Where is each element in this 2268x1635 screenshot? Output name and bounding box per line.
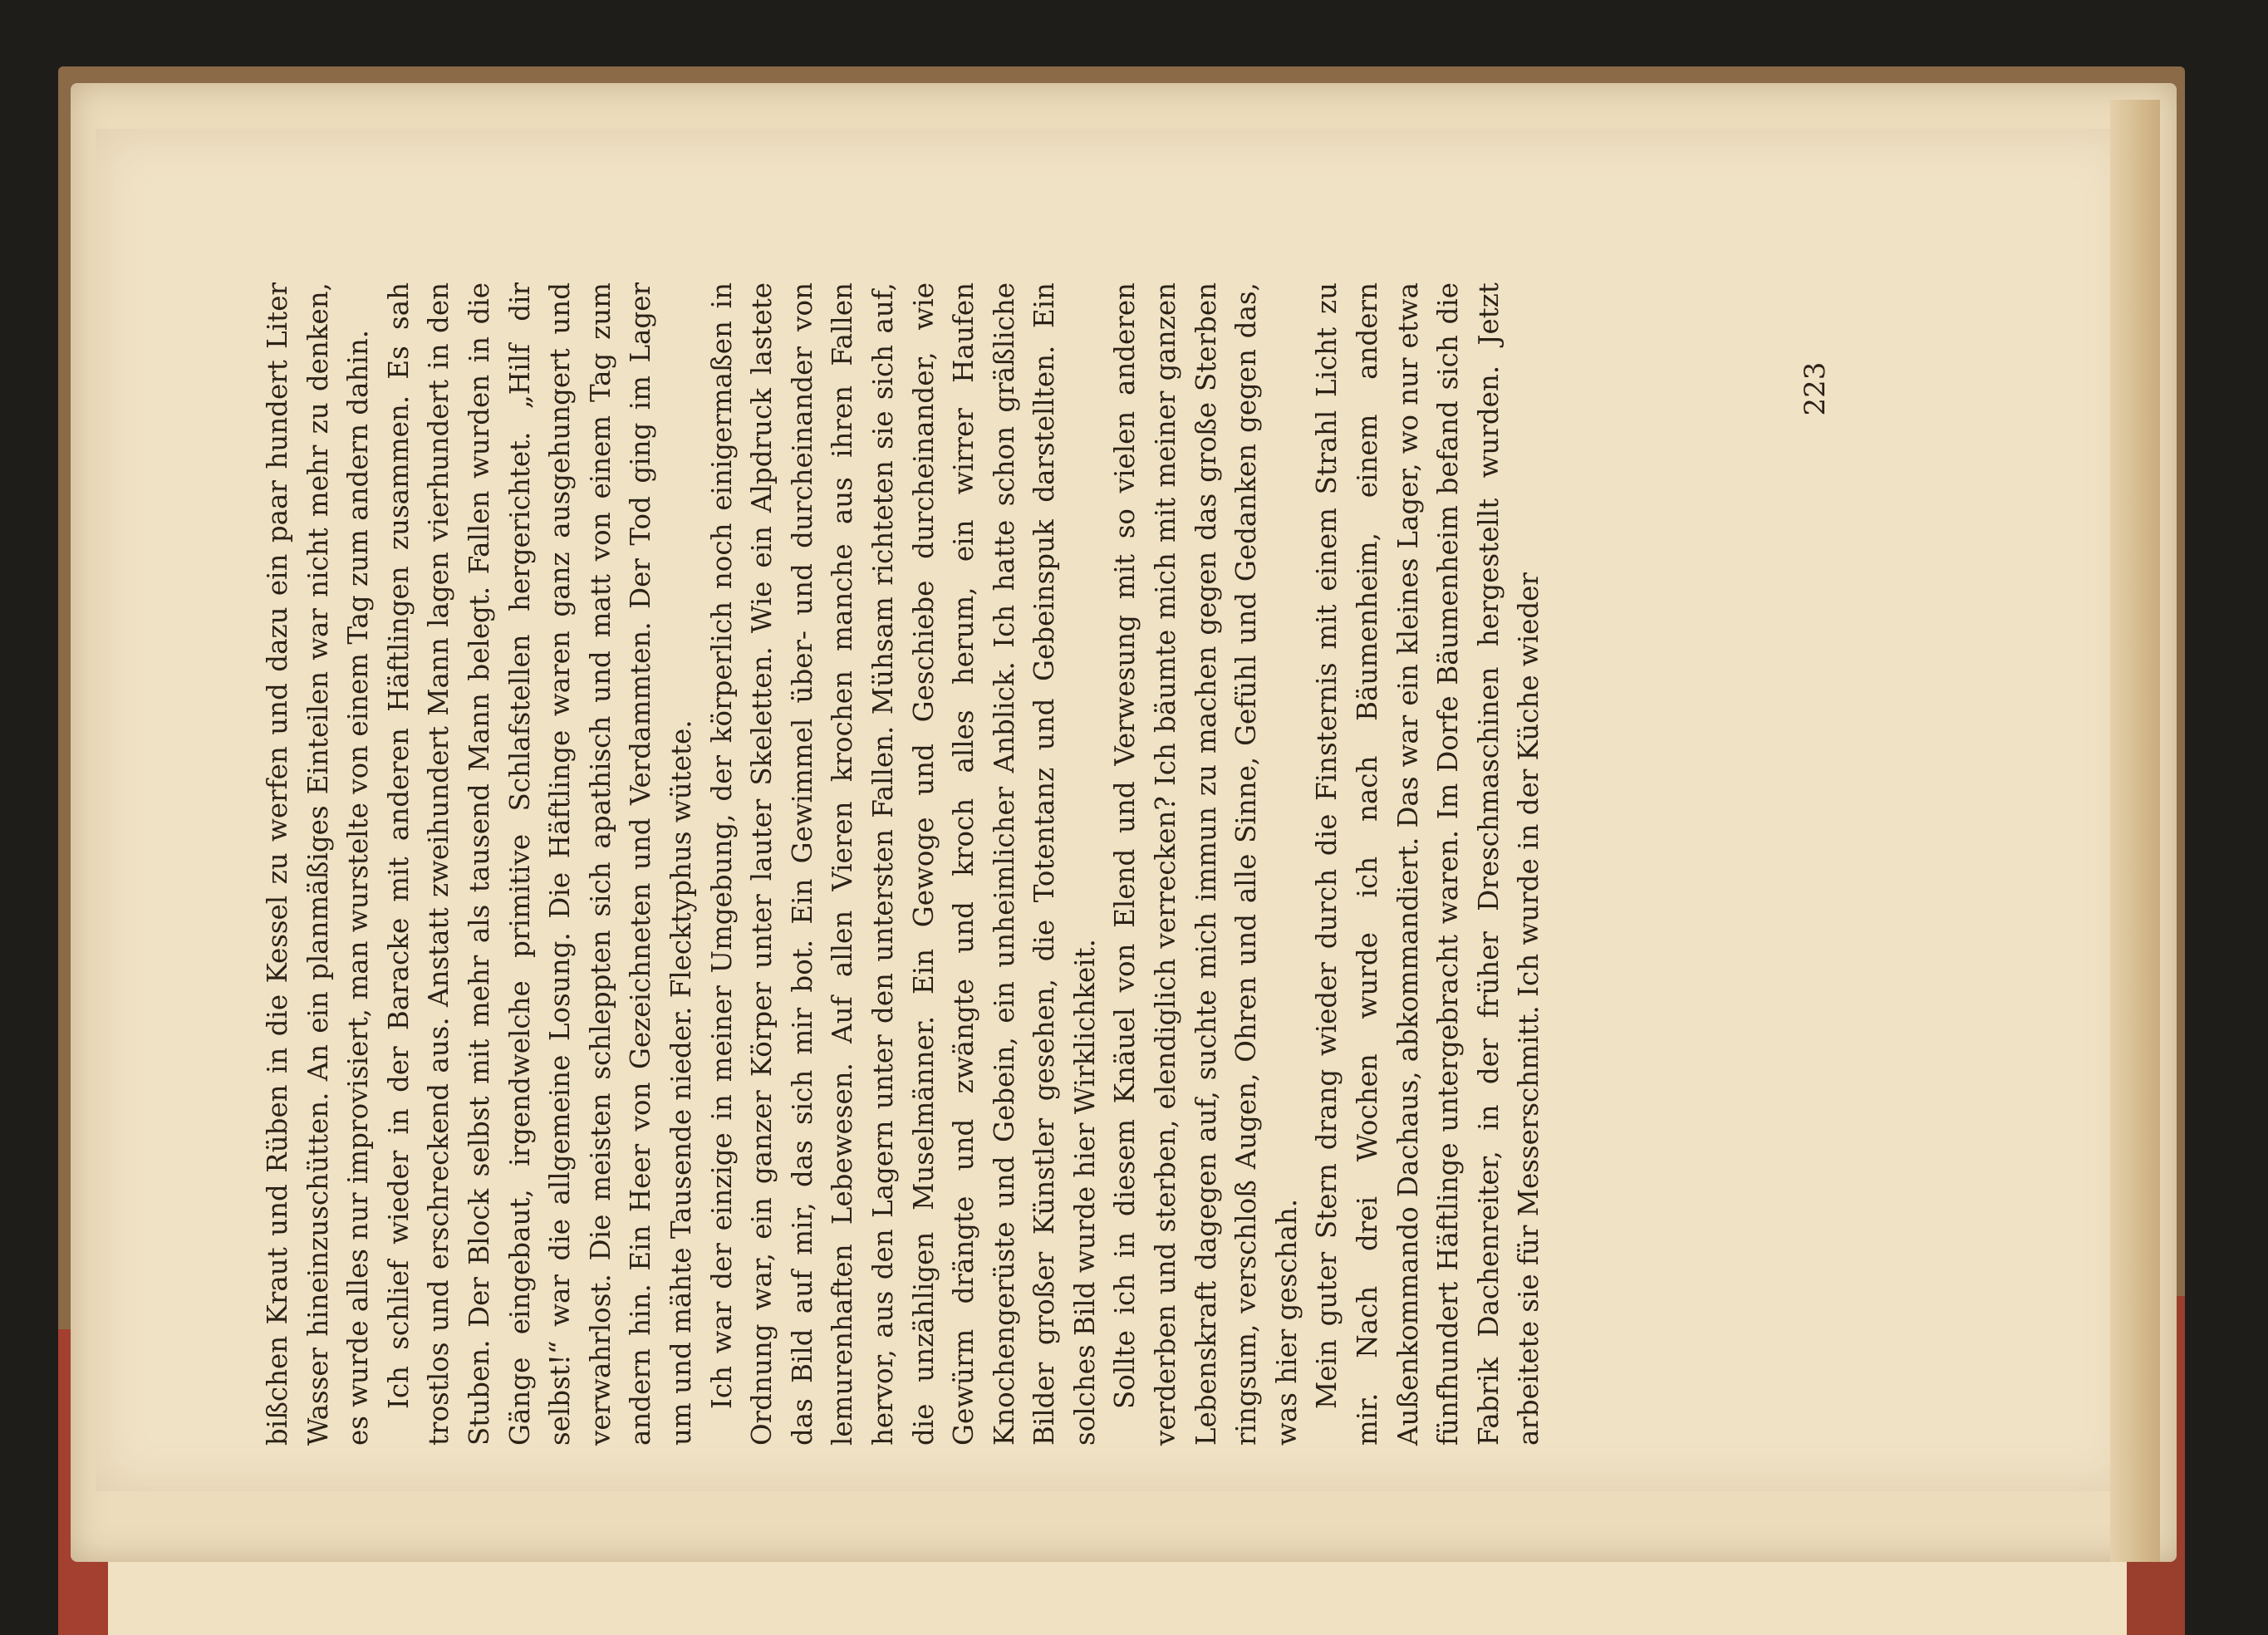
body-text bbox=[258, 282, 1836, 1446]
paragraph-5: Mein guter Stern drang wieder durch die Finsternis mit einem Strahl Licht zu mir. Nach drei Wochen wurde ich nach Bäumenheim, einem andern Außenkommando Dachaus, abkommandiert. Das war ein kleines Lager, wo nur etwa fünfhundert Häftlinge untergebracht waren. Im Dorfe Bäumenheim befand sich die Fabrik Dachenreiter, in der früher Dreschmaschinen hergestellt wurden. Jetzt arbeitete sie für Messerschmitt. Ich wurde in der Küche wieder bbox=[1311, 282, 1545, 1446]
paragraph-3: Ich war der einzige in meiner Umgebung, der körperlich noch einigermaßen in Ordnung war, ein ganzer Körper unter lauter Skeletten. Wie ein Alpdruck lastete das Bild auf mir, das sich mir bot. Ein Gewimmel über- und durcheinander von lemurenhaften Lebewesen. Auf allen Vieren krochen manche aus ihren Fallen hervor, aus den Lagern unter den untersten Fallen. Mühsam richteten sie sich auf, die unzähligen Muselmänner. Ein Gewoge und Geschiebe durcheinander, wie Gewürm drängte und zwängte und kroch alles herum, ein wirrer Haufen Knochengerüste und Gebein, ein unheimlicher Anblick. Ich hatte schon gräßliche Bilder großer Künstler gesehen, die Totentanz und Gebeinspuk darstellten. Ein solches Bild wurde hier Wirklichkeit. bbox=[705, 282, 1101, 1446]
paragraph-4: Sollte ich in diesem Knäuel von Elend und Verwesung mit so vielen anderen verderben und sterben, elendiglich verrecken? Ich bäumte mich mit meiner ganzen Lebenskraft dagegen auf, suchte mich immun zu machen gegen das große Sterben ringsum, verschloß Augen, Ohren und alle Sinne, Gefühl und Gedanken gegen das, was hier geschah. bbox=[1109, 282, 1303, 1446]
page-stack-edge bbox=[2110, 100, 2160, 1562]
facing-page-edge bbox=[108, 1562, 2127, 1635]
page-number: 223 bbox=[1799, 361, 1832, 416]
paragraph-1: bißchen Kraut und Rüben in die Kessel zu werfen und dazu ein paar hundert Liter Wasser hineinzuschütten. An ein planmäßiges Einteilen war nicht mehr zu denken, es wurde alles nur improvisiert, man wurstelte von einem Tag zum andern dahin. bbox=[262, 282, 375, 1446]
paragraph-2: Ich schlief wieder in der Baracke mit anderen Häftlingen zusammen. Es sah trostlos und erschreckend aus. Anstatt zweihundert Mann lagen vierhundert in den Stuben. Der Block selbst mit mehr als tausend Mann belegt. Fallen wurden in die Gänge eingebaut, irgendwelche primitive Schlafstellen hergerichtet. „Hilf dir selbst!“ war die allgemeine Losung. Die Häftlinge waren ganz ausgehungert und verwahrlost. Die meisten schleppten sich apathisch und matt von einem Tag zum andern hin. Ein Heer von Gezeichneten und Verdammten. Der Tod ging im Lager um und mähte Tausende nieder. Flecktyphus wütete. bbox=[382, 282, 697, 1446]
